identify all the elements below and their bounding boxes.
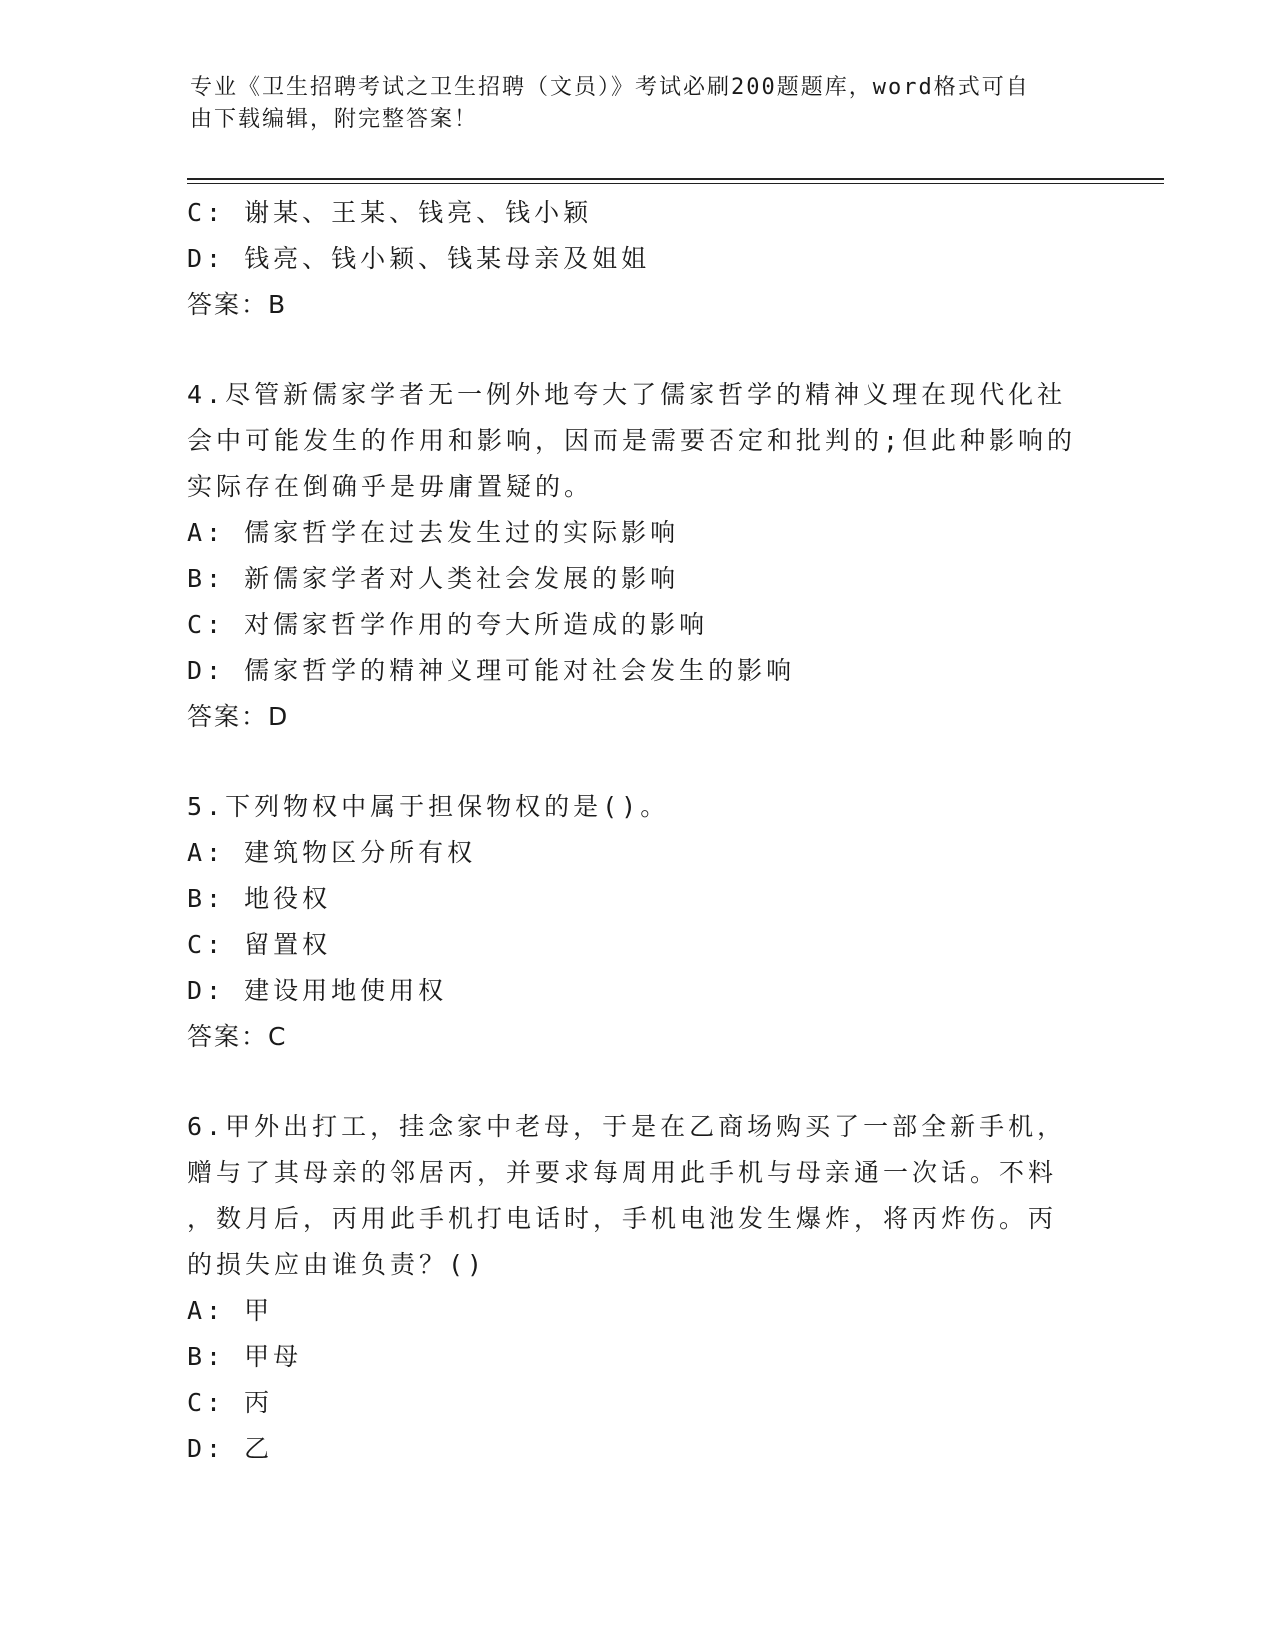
option-b: B: 甲母 xyxy=(187,1342,303,1371)
option-a: A: 儒家哲学在过去发生过的实际影响 xyxy=(187,518,680,547)
question-stem-line: 6.甲外出打工，挂念家中老母，于是在乙商场购买了一部全新手机， xyxy=(187,1112,1067,1141)
question-stem-line: 赠与了其母亲的邻居丙，并要求每周用此手机与母亲通一次话。不料 xyxy=(187,1158,1058,1187)
option-c: C: 谢某、王某、钱亮、钱小颖 xyxy=(187,198,593,227)
option-d: D: 建设用地使用权 xyxy=(187,976,448,1005)
option-b: B: 新儒家学者对人类社会发展的影响 xyxy=(187,564,680,593)
question-6 xyxy=(187,1104,1087,1472)
header-line-1: 专业《卫生招聘考试之卫生招聘（文员）》考试必刷200题题库，word格式可自 xyxy=(190,75,1030,100)
document-header xyxy=(190,72,1070,136)
option-a: A: 建筑物区分所有权 xyxy=(187,838,477,867)
header-line-2: 由下载编辑，附完整答案！ xyxy=(190,107,479,132)
question-stem-line: ，数月后，丙用此手机打电话时，手机电池发生爆炸，将丙炸伤。丙 xyxy=(187,1204,1058,1233)
header-divider-thin xyxy=(187,183,1164,184)
option-c: C: 丙 xyxy=(187,1388,274,1417)
question-stem-line: 会中可能发生的作用和影响，因而是需要否定和批判的;但此种影响的 xyxy=(187,426,1077,455)
header-divider-thick xyxy=(187,178,1164,180)
spacer xyxy=(187,328,1087,372)
question-stem: 5.下列物权中属于担保物权的是()。 xyxy=(187,792,670,821)
spacer xyxy=(187,1060,1087,1104)
option-c: C: 留置权 xyxy=(187,930,332,959)
option-c: C: 对儒家哲学作用的夸大所造成的影响 xyxy=(187,610,709,639)
option-d: D: 儒家哲学的精神义理可能对社会发生的影响 xyxy=(187,656,796,685)
answer-line: 答案：D xyxy=(187,702,290,731)
question-stem-line: 4.尽管新儒家学者无一例外地夸大了儒家哲学的精神义理在现代化社 xyxy=(187,380,1067,409)
question-4 xyxy=(187,372,1087,740)
question-3-tail xyxy=(187,190,1087,328)
spacer xyxy=(187,740,1087,784)
option-d: D: 乙 xyxy=(187,1434,274,1463)
document-body xyxy=(187,190,1087,1472)
answer-line: 答案：C xyxy=(187,1022,288,1051)
option-a: A: 甲 xyxy=(187,1296,274,1325)
answer-line: 答案：B xyxy=(187,290,288,319)
question-5 xyxy=(187,784,1087,1060)
option-d: D: 钱亮、钱小颖、钱某母亲及姐姐 xyxy=(187,244,651,273)
question-stem-line: 实际存在倒确乎是毋庸置疑的。 xyxy=(187,472,594,501)
question-stem-line: 的损失应由谁负责？() xyxy=(187,1250,487,1279)
option-b: B: 地役权 xyxy=(187,884,332,913)
